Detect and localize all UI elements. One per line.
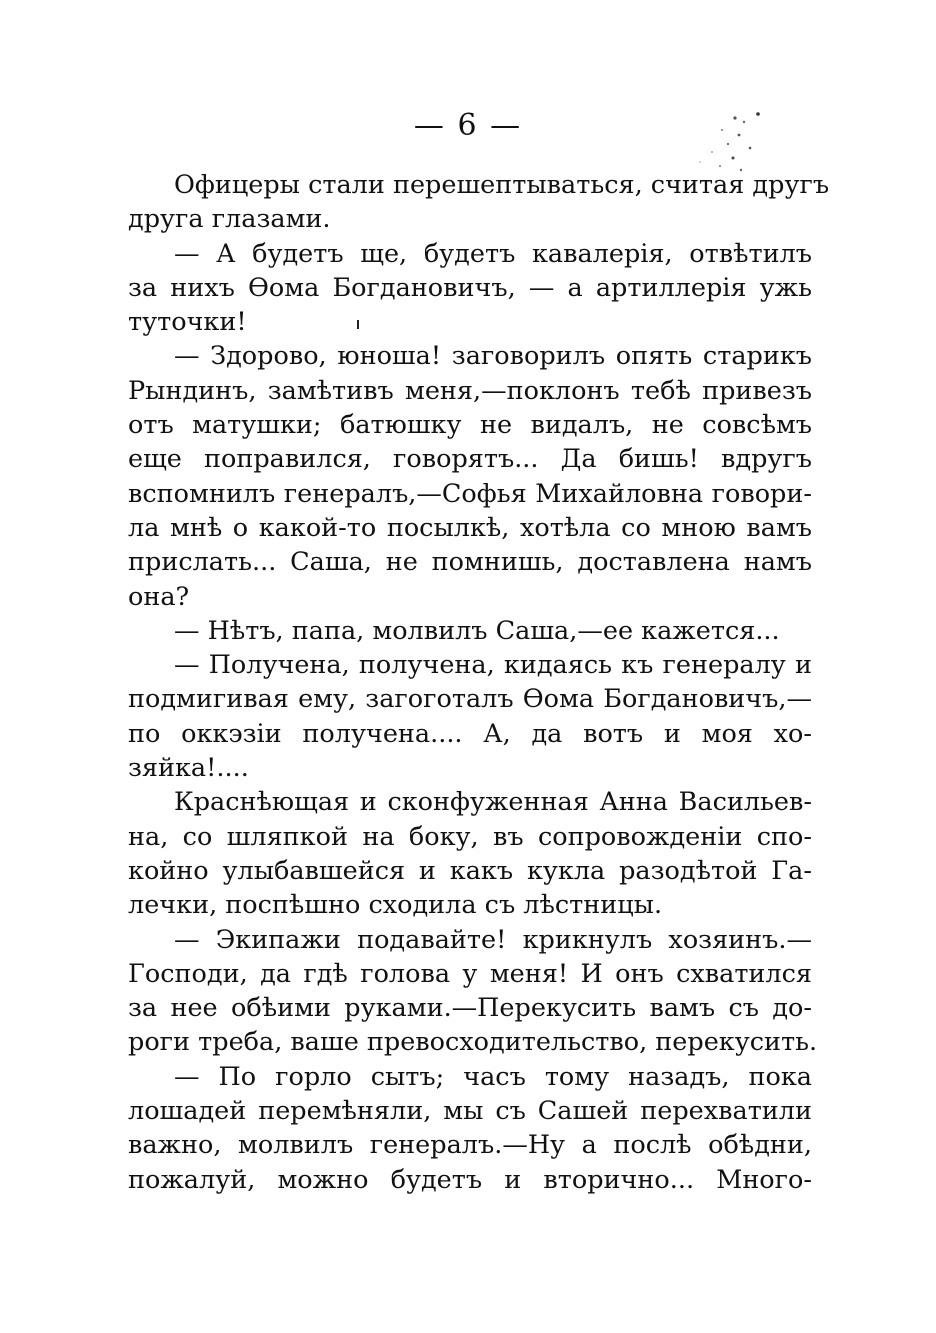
text-line: ла мнѣ о какой-то посылкѣ, хотѣла со мною вамъ (128, 512, 812, 543)
text-line: еще поправился, говорятъ... Да бишь! вдругъ (128, 444, 812, 475)
text-line: Офицеры стали перешептываться, считая другъ (174, 170, 830, 200)
text-line: — А будетъ ще, будетъ кавалерія, отвѣтилъ (174, 238, 812, 269)
text-line: — По горло сытъ; часъ тому назадъ, пока (174, 1061, 812, 1092)
text-line: Краснѣющая и сконфуженная Анна Васильев- (174, 787, 812, 818)
text-line: — Здорово, юноша! заговорилъ опять старикъ (174, 341, 812, 372)
text-line: лошадей перемѣняли, мы съ Сашей перехватили (128, 1096, 812, 1127)
text-line: она? (128, 581, 190, 612)
text-line: важно, молвилъ генералъ.—Ну а послѣ обѣдни, (128, 1130, 812, 1161)
body-text (128, 168, 830, 1197)
text-line: пожалуй, можно будетъ и вторично... Много- (128, 1164, 812, 1195)
text-line: по оккэзіи получена.... А, да вотъ и моя хо- (128, 718, 812, 749)
text-line: вспомнилъ генералъ,—Софья Михайловна говори- (128, 478, 812, 509)
text-line: — Нѣтъ, папа, молвилъ Саша,—ее кажется... (174, 615, 780, 646)
text-line: на, со шляпкой на боку, въ сопровожденіи спо- (128, 821, 812, 852)
text-line: подмигивая ему, загоготалъ Ѳома Богдановичъ,— (128, 684, 812, 715)
text-line: койно улыбавшейся и какъ кукла разодѣтой Га- (128, 855, 812, 886)
text-line: Рындинъ, замѣтивъ меня,—поклонъ тебѣ привезъ (128, 375, 812, 406)
text-line: прислать... Саша, не помнишь, доставлена намъ (128, 547, 812, 578)
text-line: за нее обѣими руками.—Перекусить вамъ съ до- (128, 993, 812, 1024)
text-line: — Получена, получена, кидаясь къ генералу и (174, 650, 812, 681)
text-line: туточки! (128, 307, 247, 338)
text-line: друга глазами. (128, 204, 331, 235)
text-line: лечки, поспѣшно сходила съ лѣстницы. (128, 890, 663, 921)
text-line: зяйка!.... (128, 753, 249, 784)
text-line: отъ матушки; батюшку не видалъ, не совсѣмъ (128, 410, 812, 441)
text-line: роги треба, ваше превосходительство, перекусить. (128, 1027, 818, 1058)
text-line: за нихъ Ѳома Богдановичъ, — а артиллерія ужь (128, 272, 812, 303)
text-line: Господи, да гдѣ голова у меня! И онъ схватился (128, 958, 812, 989)
print-mark (357, 320, 359, 329)
page-number: — 6 — (413, 108, 523, 143)
text-line: — Экипажи подавайте! крикнулъ хозяинъ.— (174, 924, 812, 955)
